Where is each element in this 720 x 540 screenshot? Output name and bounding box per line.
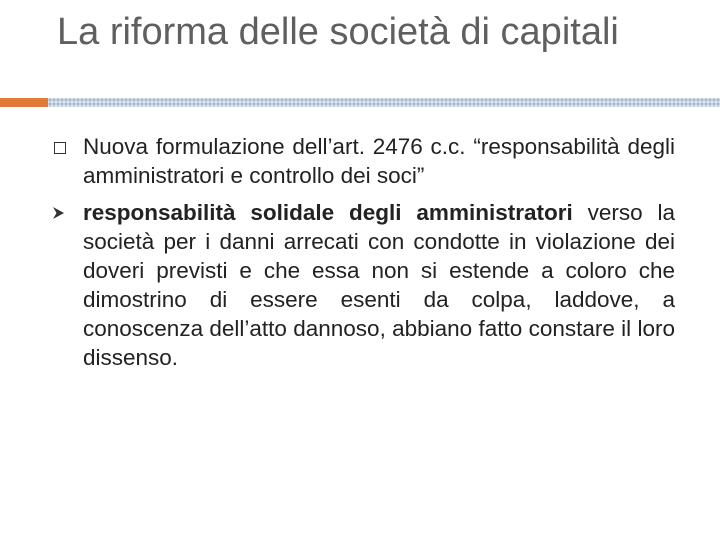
title-accent-bar-orange xyxy=(0,98,48,107)
bullet-bold-text: responsabilità solidale degli amministratori xyxy=(83,200,573,225)
bullet-body-text: verso la società per i danni arrecati con condotte in violazione dei doveri previsti e che essa non si estende a coloro che dimostrino di essere esenti da colpa, laddove, a conoscenza dell’atto dannoso, abbiano fatto constare il loro dissenso. xyxy=(83,200,675,370)
bullet-list xyxy=(0,132,720,380)
bullet-text xyxy=(83,198,675,372)
bullet-item xyxy=(0,132,720,190)
bullet-item xyxy=(0,198,720,372)
slide-title: La riforma delle società di capitali xyxy=(57,11,619,53)
bullet-text: Nuova formulazione dell’art. 2476 c.c. “responsabilità degli amministratori e controllo dei soci” xyxy=(83,134,675,188)
arrowhead-icon xyxy=(52,206,66,220)
title-accent-bar-dotted xyxy=(48,98,720,107)
square-outline-icon xyxy=(54,142,66,154)
